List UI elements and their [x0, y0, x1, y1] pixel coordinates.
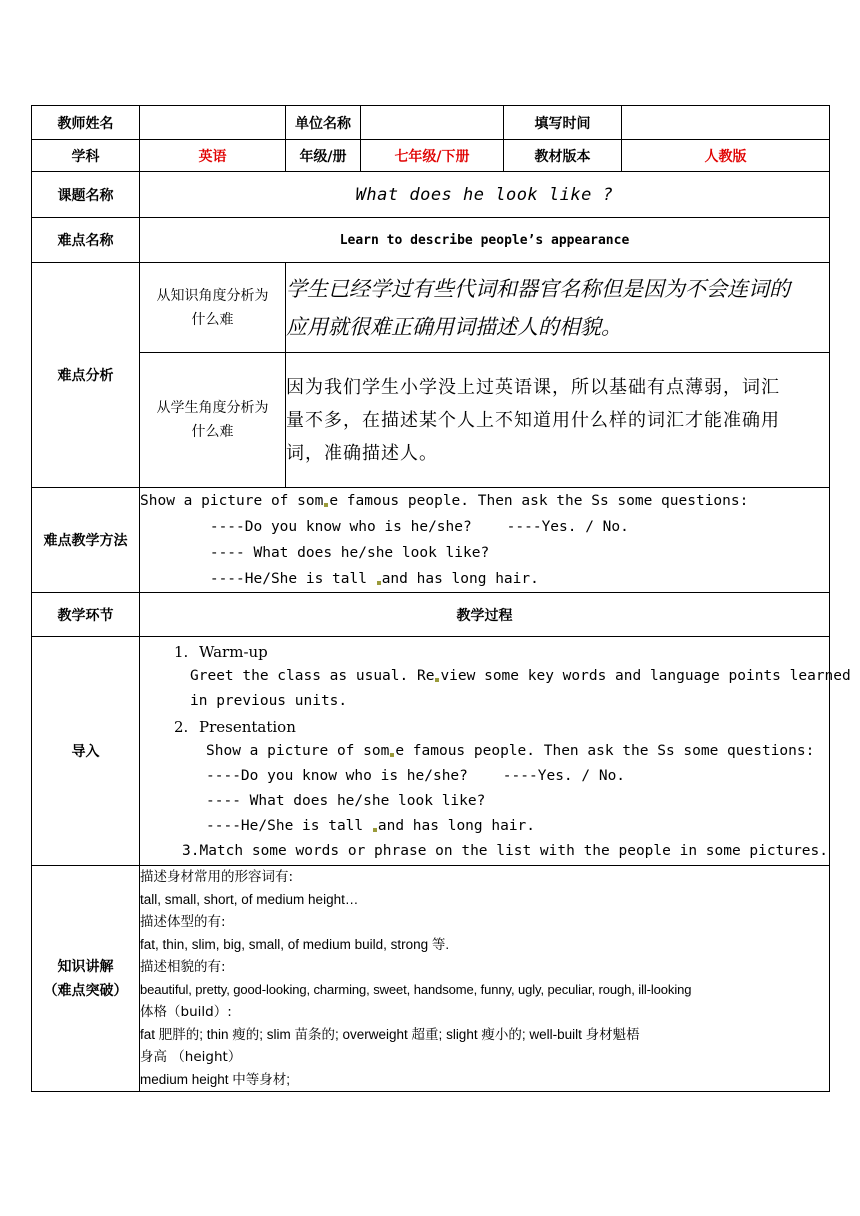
- knowledge-line: 描述体型的有:: [140, 914, 226, 930]
- intro-item-2-line-3: ---- What does he/she look like?: [206, 792, 486, 809]
- subject-label: 学科: [32, 140, 140, 172]
- knowledge-line: 体格（build）:: [140, 1004, 232, 1020]
- method-line-4b: and has long hair.: [381, 571, 539, 587]
- knowledge-line: fat, thin, slim, big, small, of medium build, strong 等.: [140, 936, 450, 952]
- intro-item-1-title: [140, 639, 829, 664]
- fill-time-value: [622, 106, 830, 140]
- row-method: [32, 488, 830, 593]
- student-text-line2: 量不多，在描述某个人上不知道用什么样的词汇才能准确用: [286, 409, 780, 431]
- row-knowledge: [32, 866, 830, 1092]
- intro-item-1-text-1a: Greet the class as usual. Re: [190, 667, 435, 684]
- intro-item-1-text-1: [140, 664, 851, 689]
- subject-value: 英语: [140, 140, 286, 172]
- method-line-3: ---- What does he/she look like?: [140, 545, 490, 561]
- knowledge-text-line2: 应用就很难正确用词描述人的相貌。: [286, 314, 622, 339]
- intro-item-2-line-4a: ----He/She is tall: [206, 817, 372, 834]
- knowledge-label-line2: （难点突破）: [43, 982, 128, 999]
- knowledge-label-line1: 知识讲解: [57, 958, 114, 975]
- grade-label: 年级/册: [286, 140, 361, 172]
- edit-caret-mark: [435, 678, 439, 682]
- intro-item-2-line-2: ----Do you know who is he/she? ----Yes. / No.: [206, 767, 626, 784]
- row-header-1: [32, 106, 830, 140]
- intro-label: 导入: [32, 637, 140, 866]
- fill-time-label: 填写时间: [504, 106, 622, 140]
- topic-label: 课题名称: [32, 172, 140, 218]
- edition-label: 教材版本: [504, 140, 622, 172]
- row-topic: [32, 172, 830, 218]
- intro-item-2-line-4b: and has long hair.: [377, 817, 536, 834]
- knowledge-content: [140, 866, 830, 1092]
- topic-value: What does he look like ?: [140, 172, 830, 218]
- edit-caret-mark: [390, 753, 394, 757]
- stage-label: 教学环节: [32, 593, 140, 637]
- intro-item-2-number: 2.: [174, 717, 189, 736]
- knowledge-line: beautiful, pretty, good-looking, charming, sweet, handsome, funny, ugly, peculiar, rough, ill-looking: [140, 981, 692, 997]
- grade-value: 七年级/下册: [361, 140, 504, 172]
- knowledge-label: [32, 866, 140, 1092]
- row-header-2: [32, 140, 830, 172]
- intro-item-3: 3.Match some words or phrase on the list with the people in some pictures.: [182, 842, 829, 859]
- intro-item-2-line-1: [140, 739, 829, 764]
- method-content: [140, 488, 830, 593]
- difficulty-value: Learn to describe people’s appearance: [140, 218, 830, 263]
- row-intro: [32, 637, 830, 866]
- intro-item-1-text-1b: view some key words and language points learned: [440, 667, 851, 684]
- row-analysis-student: [32, 353, 830, 488]
- intro-item-2-title: [140, 714, 829, 739]
- method-label: 难点教学方法: [32, 488, 140, 593]
- intro-item-1-title-text: Warm-up: [199, 642, 268, 661]
- analysis-label: 难点分析: [32, 263, 140, 488]
- student-angle-label-line1: 从学生角度分析为: [156, 400, 269, 416]
- lesson-plan-table: [31, 105, 851, 1092]
- intro-content: [140, 637, 851, 866]
- student-text-line3: 词，准确描述人。: [286, 442, 438, 464]
- intro-item-2-line-4: [140, 814, 829, 839]
- unit-name-value: [361, 106, 504, 140]
- intro-item-2-title-text: Presentation: [199, 717, 296, 736]
- edit-caret-mark: [377, 581, 381, 585]
- method-line-2: ----Do you know who is he/she? ----Yes. / No.: [140, 519, 629, 535]
- knowledge-line: fat 肥胖的; thin 瘦的; slim 苗条的; overweight 超重; slight 瘦小的; well-built 身材魁梧: [140, 1026, 640, 1042]
- student-angle-label: [140, 353, 286, 488]
- method-line-1: [140, 488, 829, 514]
- edit-caret-mark: [373, 828, 377, 832]
- intro-item-2-line-1a: Show a picture of som: [206, 742, 390, 759]
- row-difficulty: [32, 218, 830, 263]
- knowledge-line: 身高 （height）: [140, 1049, 242, 1065]
- method-line-4a: ----He/She is tall: [140, 571, 376, 587]
- knowledge-angle-text: [286, 263, 830, 353]
- process-label: 教学过程: [140, 593, 830, 637]
- edition-value: 人教版: [622, 140, 830, 172]
- method-line-1b: e famous people. Then ask the Ss some questions:: [329, 493, 749, 509]
- row-analysis-knowledge: [32, 263, 830, 353]
- knowledge-line: tall, small, short, of medium height…: [140, 891, 359, 907]
- student-angle-label-line2: 什么难: [191, 424, 234, 440]
- teacher-name-value: [140, 106, 286, 140]
- knowledge-text-line1: 学生已经学过有些代词和器官名称但是因为不会连词的: [286, 276, 790, 301]
- knowledge-line: 描述身材常用的形容词有:: [140, 869, 294, 885]
- difficulty-label: 难点名称: [32, 218, 140, 263]
- knowledge-angle-label-line1: 从知识角度分析为: [156, 287, 269, 304]
- edit-caret-mark: [324, 503, 328, 507]
- knowledge-angle-label: [140, 263, 286, 353]
- unit-name-label: 单位名称: [286, 106, 361, 140]
- knowledge-angle-label-line2: 什么难: [191, 311, 234, 328]
- row-process-header: [32, 593, 830, 637]
- intro-item-1-text-2: in previous units.: [190, 692, 348, 709]
- method-line-1a: Show a picture of som: [140, 493, 324, 509]
- knowledge-line: 描述相貌的有:: [140, 959, 226, 975]
- student-angle-text: [286, 353, 830, 488]
- intro-item-1-number: 1.: [174, 642, 189, 661]
- teacher-name-label: 教师姓名: [32, 106, 140, 140]
- method-line-4: [140, 566, 829, 592]
- intro-item-2-line-1b: e famous people. Then ask the Ss some questions:: [395, 742, 815, 759]
- student-text-line1: 因为我们学生小学没上过英语课，所以基础有点薄弱，词汇: [286, 376, 780, 398]
- knowledge-line: medium height 中等身材;: [140, 1071, 291, 1087]
